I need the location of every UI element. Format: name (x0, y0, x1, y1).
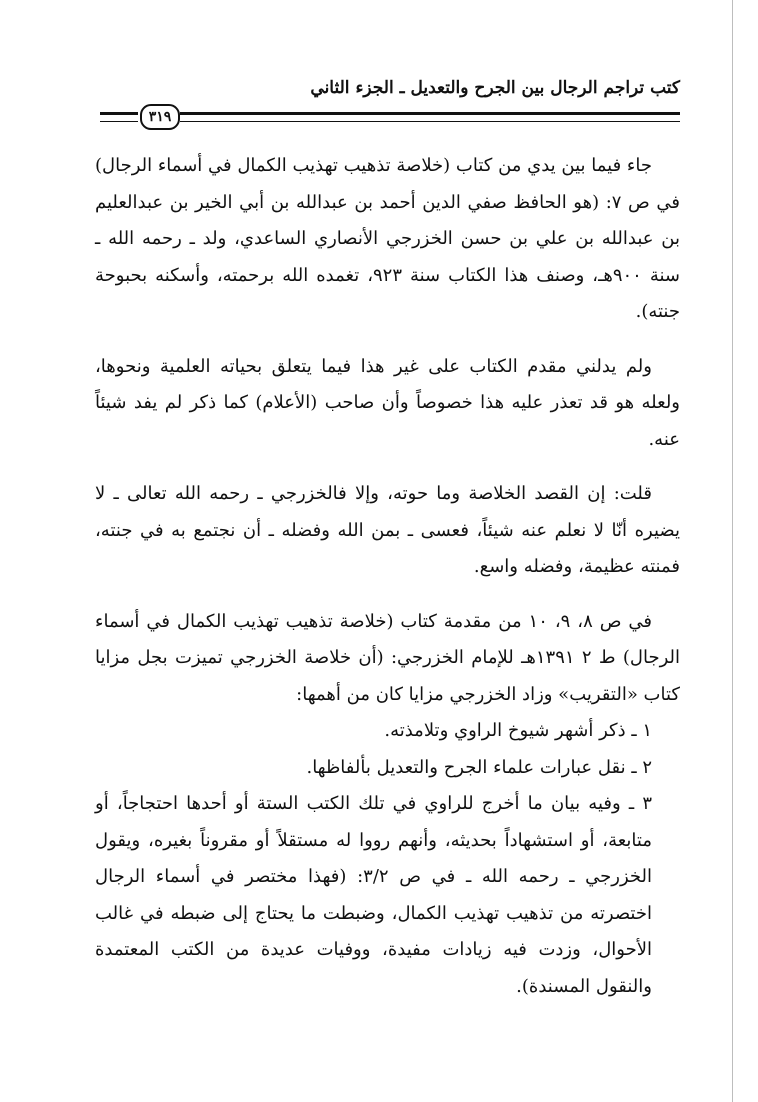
paragraph-1: جاء فيما بين يدي من كتاب (خلاصة تذهيب تهذيب الكمال في أسماء الرجال) في ص ٧: (هو الحافظ صفي الدين أحمد بن عبدالله بن أبي الخير بن عبدالعليم بن عبدالله بن علي بن حسن الخزرجي الأنصاري الساعدي، ولد ـ رحمه الله ـ سنة ٩٠٠هـ، وصنف هذا الكتاب سنة ٩٢٣، تغمده الله برحمته، وأسكنه بحبوحة جنته). (94, 155, 680, 322)
header-rule (100, 108, 680, 126)
header-rule-long (180, 112, 680, 122)
running-title: كتب تراجم الرجال بين الجرح والتعديل ـ الجزء الثاني (310, 78, 680, 98)
page-edge-line (732, 0, 733, 1102)
page-body (95, 148, 680, 1005)
page-header (100, 78, 680, 128)
list-item-3: ٣ ـ وفيه بيان ما أخرج للراوي في تلك الكتب الستة أو أحدها احتجاجاً، أو متابعة، أو استشهاداً بحديثه، وأنهم رووا له مستقلاً أو مقروناً بغيره، ويقول الخزرجي ـ رحمه الله ـ في ص ٣/٢: (فهذا مختصر في أسماء الرجال اختصرته من تذهيب تهذيب الكمال، وضبطت ما يحتاج إلى ضبطه في غالب الأحوال، وزدت فيه زيادات مفيدة، ووفيات عديدة من الكتب المعتمدة والنقول المسندة). (95, 793, 653, 997)
page-number: ٣١٩ (140, 104, 180, 130)
paragraph-3: قلت: إن القصد الخلاصة وما حوته، وإلا فالخزرجي ـ رحمه الله تعالى ـ لا يضيره أنّا لا نعلم عنه شيئاً، فعسى ـ بمن الله وفضله ـ أن نجتمع به في جنته، فمنته عظيمة، وفضله واسع. (95, 483, 680, 577)
paragraph-4-intro: في ص ٨، ٩، ١٠ من مقدمة كتاب (خلاصة تذهيب تهذيب الكمال في أسماء الرجال) ط ٢ ١٣٩١هـ للإمام الخزرجي: (أن خلاصة الخزرجي تميزت بجل مزايا كتاب «التقريب» وزاد الخزرجي مزايا كان من أهمها: (95, 610, 680, 705)
list-item-2: ٢ ـ نقل عبارات علماء الجرح والتعديل بألفاظها. (306, 756, 652, 778)
header-rule-short (100, 112, 138, 122)
paragraph-2: ولم يدلني مقدم الكتاب على غير هذا فيما يتعلق بحياته العلمية ونحوها، ولعله هو قد تعذر عليه هذا خصوصاً وأن صاحب (الأعلام) كما ذكر لم يفد شيئاً عنه. (95, 355, 680, 450)
list-item-1: ١ ـ ذكر أشهر شيوخ الراوي وتلامذته. (384, 720, 652, 741)
